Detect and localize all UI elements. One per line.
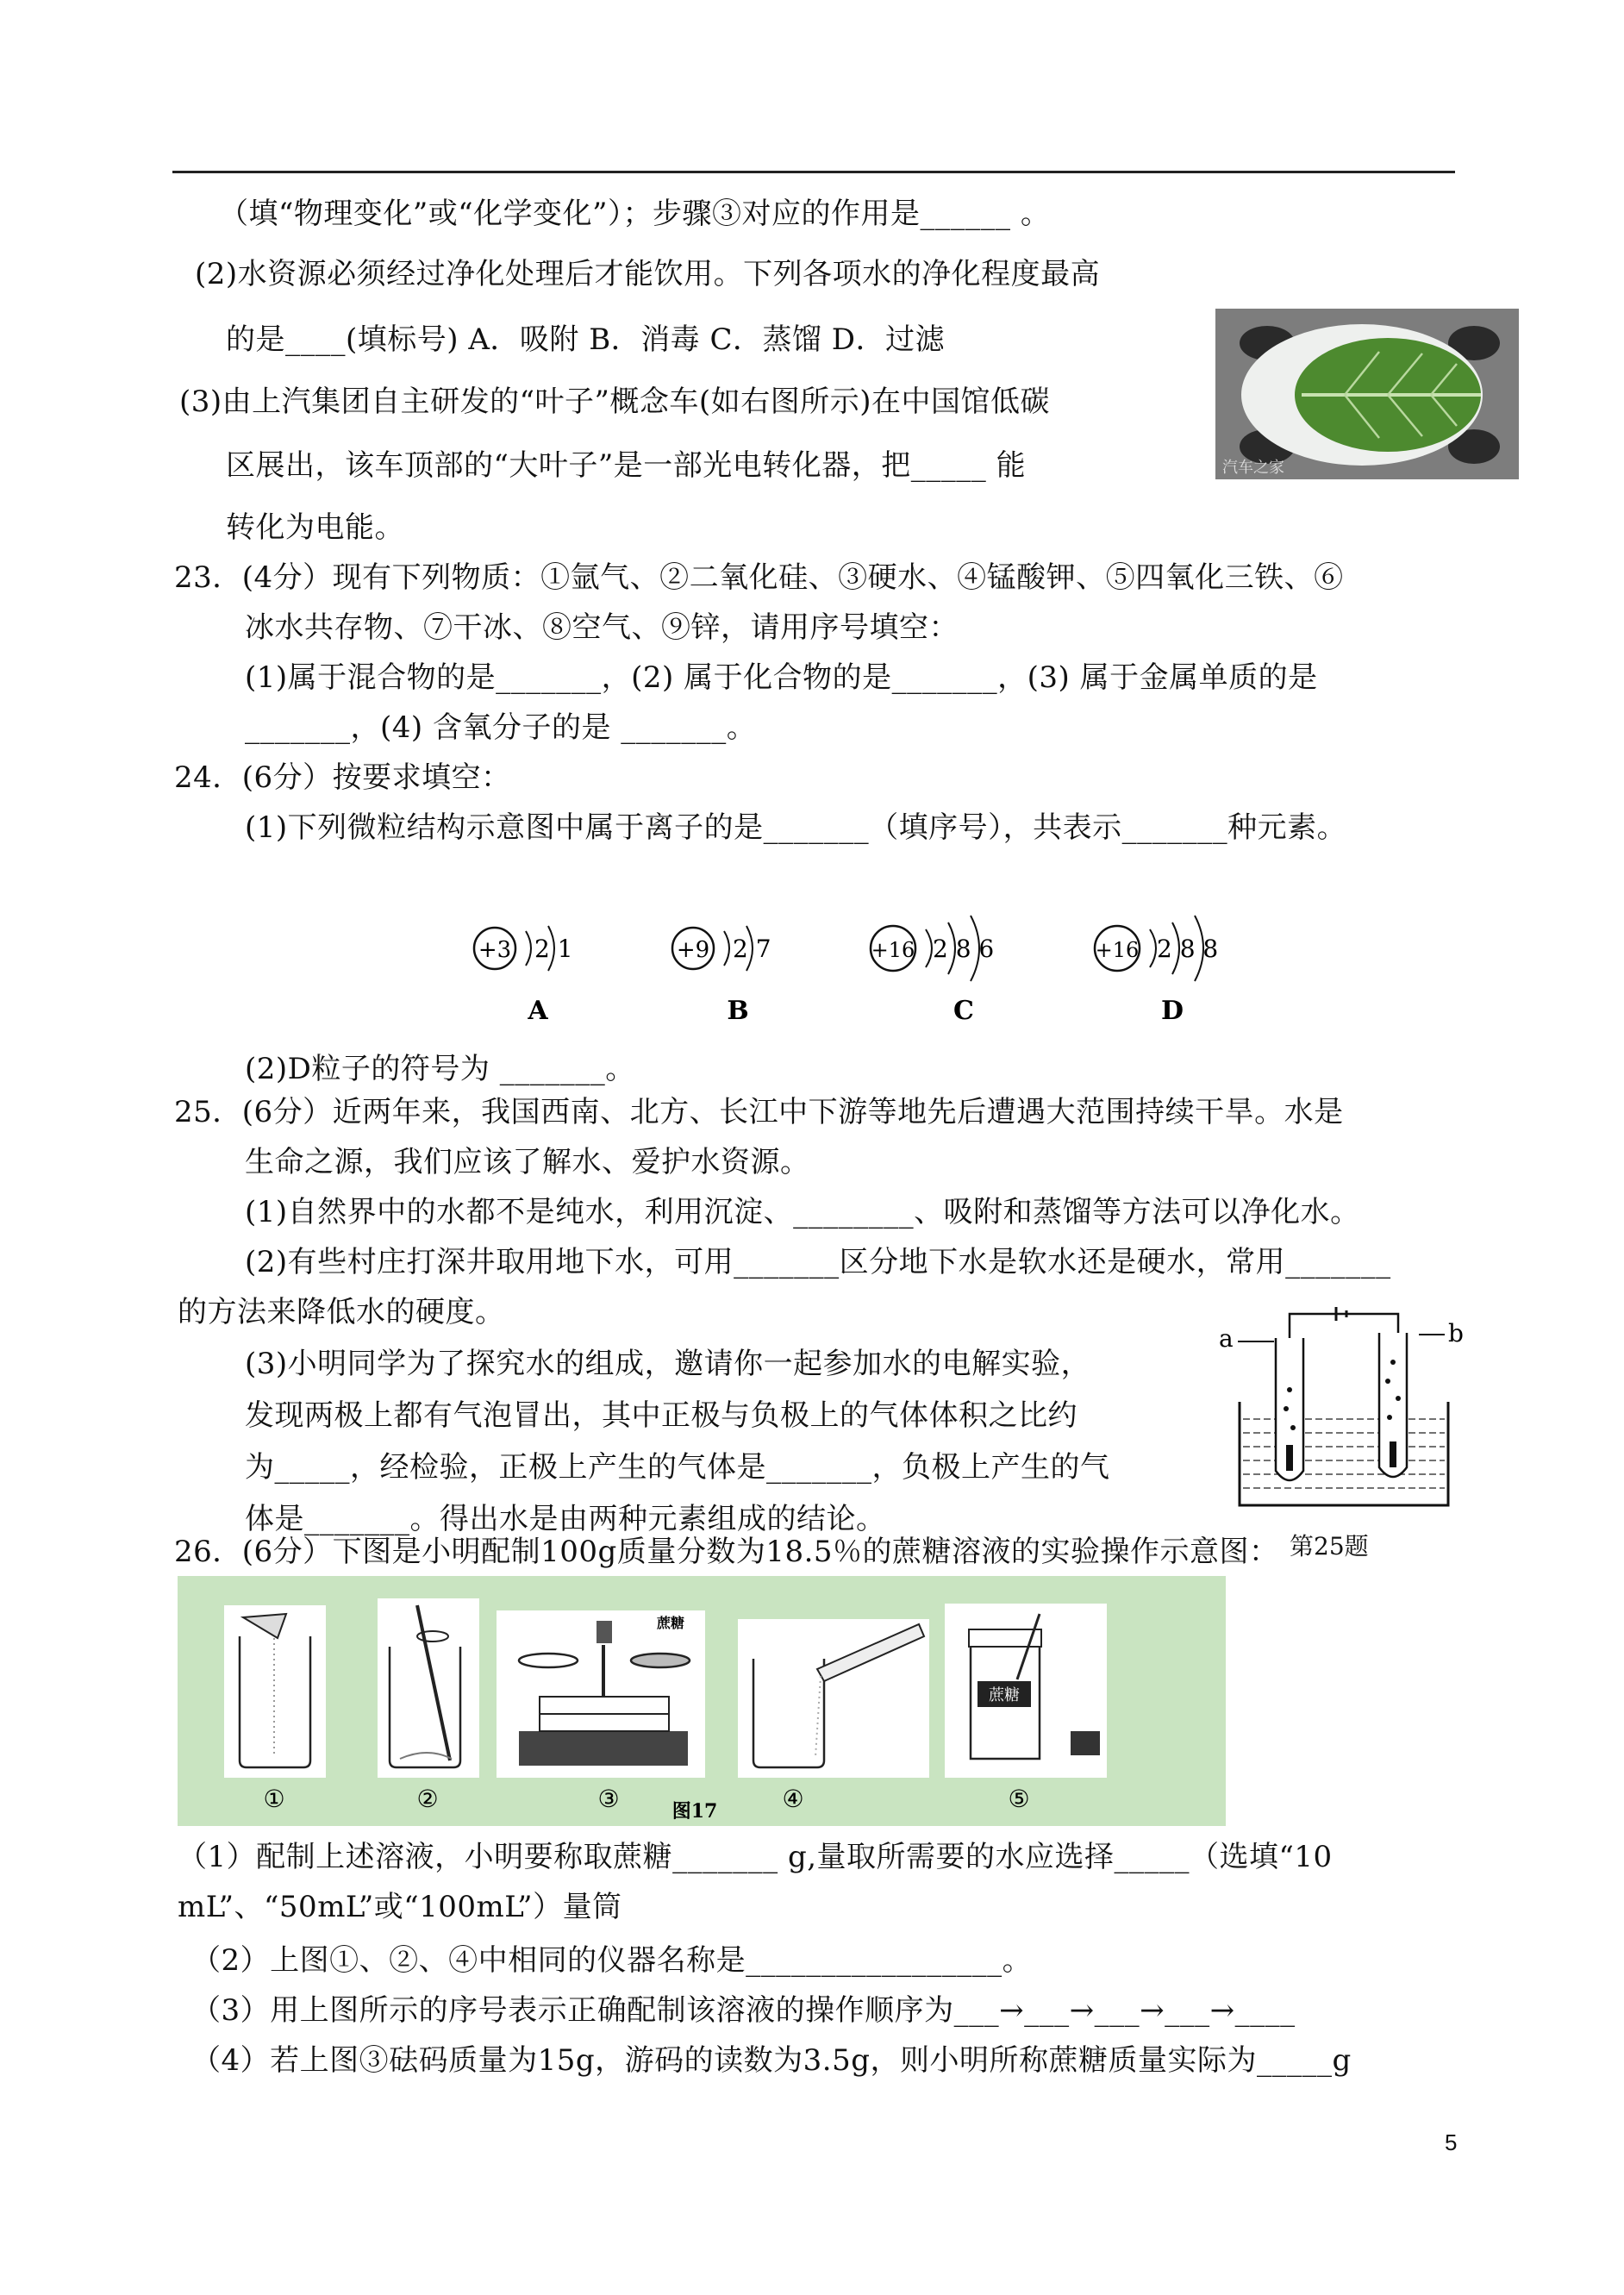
shell-electrons: 2 8 8 xyxy=(1157,935,1219,963)
atom-c xyxy=(871,916,994,1026)
step-number: ③ xyxy=(597,1785,620,1813)
text-line: mL”、“50mL”或“100mL”）量筒 xyxy=(178,1890,622,1924)
electrode-label-b: b xyxy=(1448,1319,1464,1348)
shell-arc xyxy=(926,929,932,967)
text-line: 24．(6分）按要求填空： xyxy=(174,760,511,795)
step2-beaker-stir xyxy=(378,1598,479,1813)
atom-label: B xyxy=(727,996,749,1026)
step4-measuring-cylinder xyxy=(738,1619,929,1813)
step3-balance xyxy=(497,1610,705,1813)
leaf-concept-car-photo xyxy=(1215,309,1519,479)
text-line: （3）用上图所示的序号表示正确配制该溶液的操作顺序为___→___→___→___→____ xyxy=(191,1993,1296,2028)
shell-electrons: 2 7 xyxy=(733,935,771,963)
car-illustration xyxy=(1215,309,1519,479)
shell-arc xyxy=(724,931,729,966)
nucleus-charge: +16 xyxy=(871,938,915,962)
text-line: 23．(4分）现有下列物质：①氩气、②二氧化硅、③硬水、④锰酸钾、⑤四氧化三铁、⑥ xyxy=(174,560,1344,595)
step-number: ④ xyxy=(782,1785,804,1813)
text-line: 26．(6分）下图是小明配制100g质量分数为18.5％的蔗糖溶液的实验操作示意图： xyxy=(174,1535,1279,1569)
sugar-label: 蔗糖 xyxy=(657,1615,685,1631)
nucleus-charge: +16 xyxy=(1095,938,1140,962)
text-line: （4）若上图③砝码质量为15g，游码的读数为3.5g，则小明所称蔗糖质量实际为_____g xyxy=(191,2043,1352,2078)
atom-d xyxy=(1095,916,1218,1026)
atomic-structure-diagrams xyxy=(465,888,1259,1026)
text-line: _______，(4) 含氧分子的是 _______。 xyxy=(245,710,757,745)
atom-label: D xyxy=(1160,996,1184,1026)
figure-caption: 图17 xyxy=(671,1800,718,1823)
text-line: (2)D粒子的符号为 _______。 xyxy=(245,1052,635,1086)
page-number: 5 xyxy=(1445,2129,1458,2155)
figure-caption: 第25题 xyxy=(1290,1532,1369,1560)
text-line: (2)水资源必须经过净化处理后才能饮用。下列各项水的净化程度最高 xyxy=(195,257,1101,291)
step-number: ② xyxy=(416,1785,439,1813)
atom-b xyxy=(672,926,771,1026)
text-line: 体是_______。得出水是由两种元素组成的结论。 xyxy=(245,1502,886,1536)
shell-electrons: 2 8 6 xyxy=(933,935,995,963)
text-line: 25．(6分）近两年来，我国西南、北方、长江中下游等地先后遭遇大范围持续干旱。水是 xyxy=(174,1095,1344,1129)
electrode-label-a: a xyxy=(1219,1324,1234,1353)
shell-arc xyxy=(1150,929,1156,967)
atom-a xyxy=(474,926,573,1026)
text-line: 冰水共存物、⑦干冰、⑧空气、⑨锌，请用序号填空： xyxy=(245,610,959,645)
shell-electrons: 2 1 xyxy=(534,935,573,963)
text-line: 的是____(填标号) A．吸附 B．消毒 C．蒸馏 D．过滤 xyxy=(226,322,946,357)
text-line: (1)属于混合物的是_______，(2) 属于化合物的是_______，(3) 属于金属单质的是 xyxy=(245,660,1318,695)
water-electrolysis-apparatus xyxy=(1214,1307,1472,1548)
text-line: (1)下列微粒结构示意图中属于离子的是_______（填序号），共表示_______种元素。 xyxy=(245,810,1347,845)
text-line: （填“物理变化”或“化学变化”）；步骤③对应的作用是______ 。 xyxy=(219,197,1051,231)
atom-label: A xyxy=(528,996,548,1026)
shell-arc xyxy=(526,931,531,966)
bottle-label: 蔗糖 xyxy=(989,1686,1020,1704)
text-line: 发现两极上都有气泡冒出，其中正极与负极上的气体体积之比约 xyxy=(245,1398,1077,1433)
text-line: 区展出，该车顶部的“大叶子”是一部光电转化器，把_____ 能 xyxy=(226,448,1027,483)
text-line: (3)由上汽集团自主研发的“叶子”概念车(如右图所示)在中国馆低碳 xyxy=(179,385,1050,419)
step5-reagent-bottle xyxy=(945,1604,1107,1813)
lab-procedure-figure xyxy=(178,1576,1226,1826)
atom-label: C xyxy=(953,996,974,1026)
step1-beaker-pour xyxy=(224,1605,326,1813)
step-number: ① xyxy=(263,1785,285,1813)
text-line: 的方法来降低水的硬度。 xyxy=(178,1295,505,1329)
text-line: 生命之源，我们应该了解水、爱护水资源。 xyxy=(245,1145,810,1179)
nucleus-charge: +3 xyxy=(478,937,512,963)
car-watermark: 汽车之家 xyxy=(1222,459,1284,476)
nucleus-charge: +9 xyxy=(676,937,710,963)
text-line: 转化为电能。 xyxy=(226,510,404,545)
text-line: (2)有些村庄打深井取用地下水，可用_______区分地下水是软水还是硬水，常用_______ xyxy=(245,1245,1391,1279)
text-line: （1）配制上述溶液，小明要称取蔗糖_______ g,量取所需要的水应选择_____（选填“10 xyxy=(178,1840,1333,1874)
text-line: (1)自然界中的水都不是纯水，利用沉淀、________、吸附和蒸馏等方法可以净化水。 xyxy=(245,1195,1360,1229)
header-rule xyxy=(172,171,1455,173)
text-line: （2）上图①、②、④中相同的仪器名称是_________________。 xyxy=(191,1943,1033,1978)
step-number: ⑤ xyxy=(1008,1785,1030,1813)
text-line: 为_____，经检验，正极上产生的气体是_______，负极上产生的气 xyxy=(245,1450,1110,1485)
text-line: (3)小明同学为了探究水的组成，邀请你一起参加水的电解实验， xyxy=(245,1347,1091,1381)
lab-steps-illustration xyxy=(178,1576,1226,1826)
